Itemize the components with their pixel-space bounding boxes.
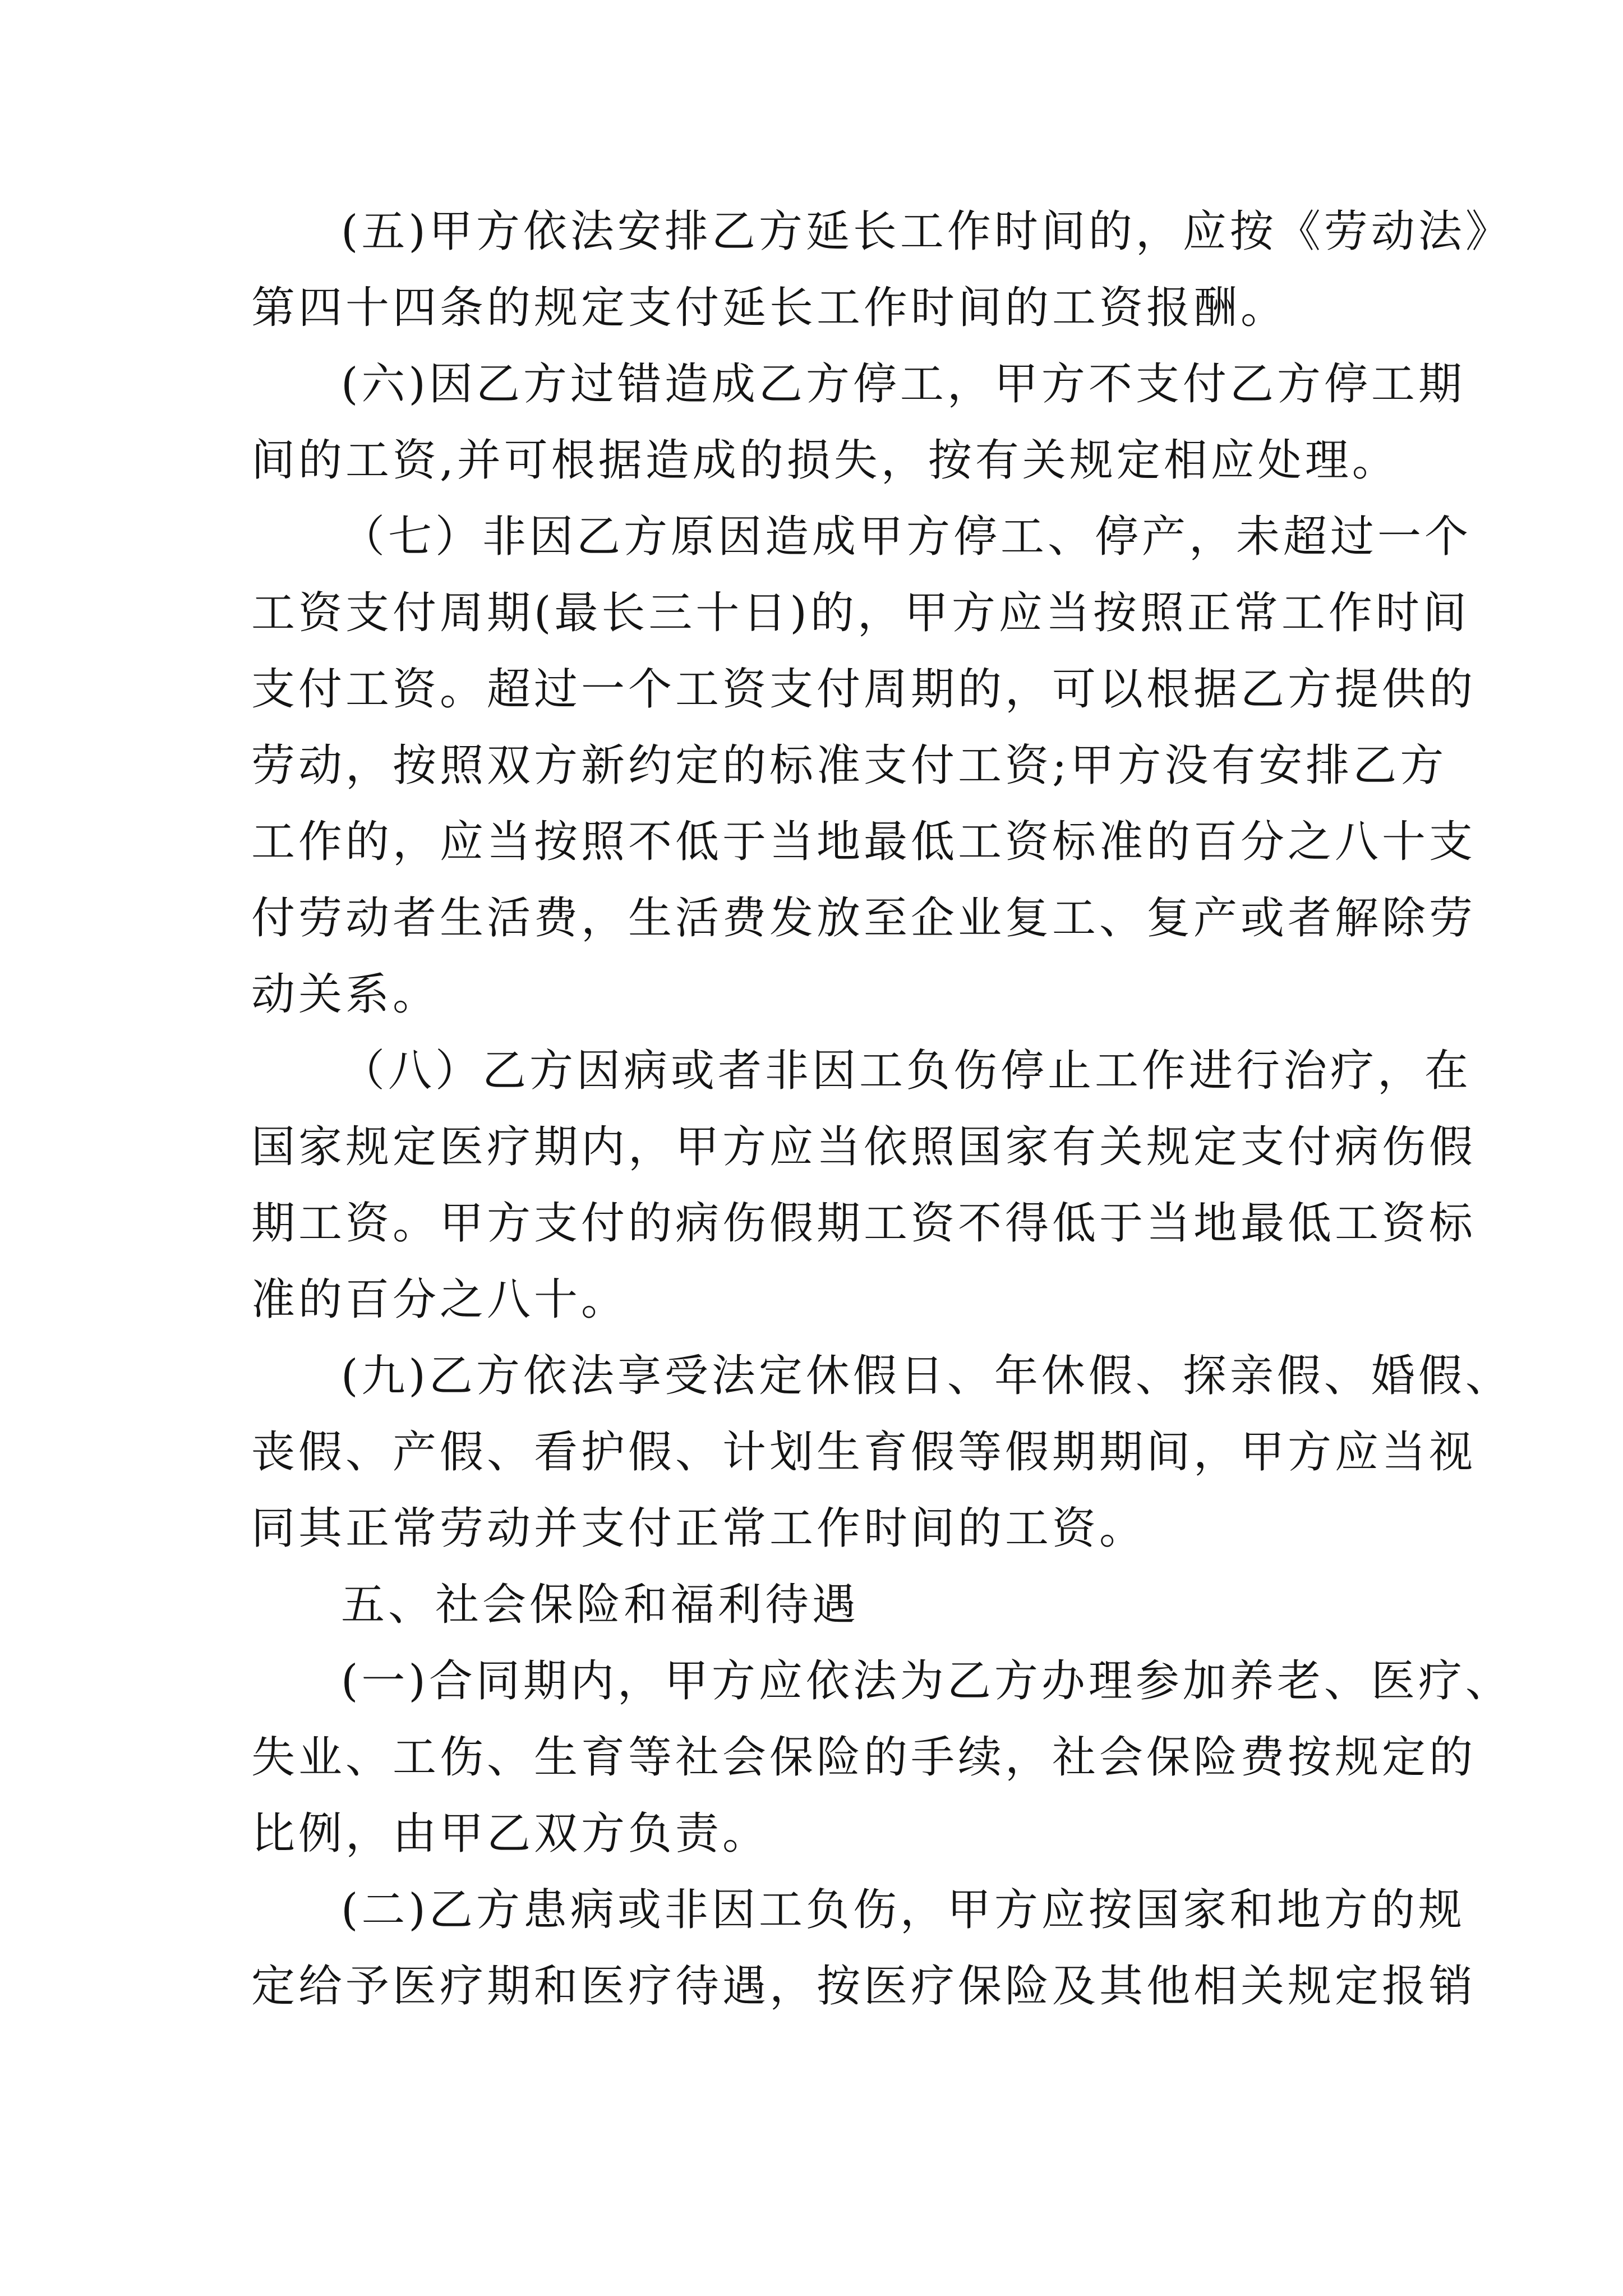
paragraph-7-line-6: 付劳动者生活费，生活费发放至企业复工、复产或者解除劳 (251, 893, 1477, 944)
paragraph-7-line-4: 劳动，按照双方新约定的标准支付工资;甲方没有安排乙方 (251, 740, 1447, 791)
paragraph-9-line-2: 丧假、产假、看护假、计划生育假等假期期间，甲方应当视 (251, 1427, 1477, 1478)
paragraph-8-line-3: 期工资。甲方支付的病伤假期工资不得低于当地最低工资标 (251, 1198, 1477, 1249)
paragraph-8-line-2: 国家规定医疗期内，甲方应当依照国家有关规定支付病伤假 (251, 1122, 1477, 1172)
paragraph-5-line-2: 第四十四条的规定支付延长工作时间的工资报酬。 (251, 283, 1288, 333)
section-5-paragraph-2-line-1: (二)乙方患病或非因工负伤，甲方应按国家和地方的规 (341, 1885, 1465, 1935)
section-5-paragraph-1-line-2: 失业、工伤、生育等社会保险的手续，社会保险费按规定的 (251, 1732, 1477, 1783)
section-5-paragraph-1-line-3: 比例，由甲乙双方负责。 (251, 1809, 770, 1859)
paragraph-6-line-2: 间的工资,并可根据造成的损失，按有关规定相应处理。 (251, 435, 1399, 486)
paragraph-6-line-1: (六)因乙方过错造成乙方停工，甲方不支付乙方停工期 (341, 359, 1465, 409)
section-5-paragraph-1-line-1: (一)合同期内，甲方应依法为乙方办理参加养老、医疗、 (341, 1656, 1513, 1706)
section-5-heading: 五、社会保险和福利待遇 (341, 1580, 860, 1630)
document-body (251, 194, 1513, 2024)
paragraph-7-line-5: 工作的，应当按照不低于当地最低工资标准的百分之八十支 (251, 817, 1477, 867)
paragraph-7-line-7: 动关系。 (251, 969, 440, 1020)
paragraph-9-line-1: (九)乙方依法享受法定休假日、年休假、探亲假、婚假、 (341, 1351, 1513, 1401)
section-5-paragraph-2-line-2: 定给予医疗期和医疗待遇，按医疗保险及其他相关规定报销 (251, 1961, 1477, 2012)
paragraph-7-line-3: 支付工资。超过一个工资支付周期的，可以根据乙方提供的 (251, 664, 1477, 715)
paragraph-8-line-1: （八）乙方因病或者非因工负伤停止工作进行治疗，在 (341, 1046, 1472, 1096)
paragraph-9-line-3: 同其正常劳动并支付正常工作时间的工资。 (251, 1503, 1147, 1554)
paragraph-7-line-2: 工资支付周期(最长三十日)的，甲方应当按照正常工作时间 (251, 588, 1470, 638)
paragraph-7-line-1: （七）非因乙方原因造成甲方停工、停产，未超过一个 (341, 512, 1472, 562)
paragraph-8-line-4: 准的百分之八十。 (251, 1274, 629, 1325)
paragraph-5-line-1: (五)甲方依法安排乙方延长工作时间的，应按《劳动法》 (341, 206, 1513, 257)
